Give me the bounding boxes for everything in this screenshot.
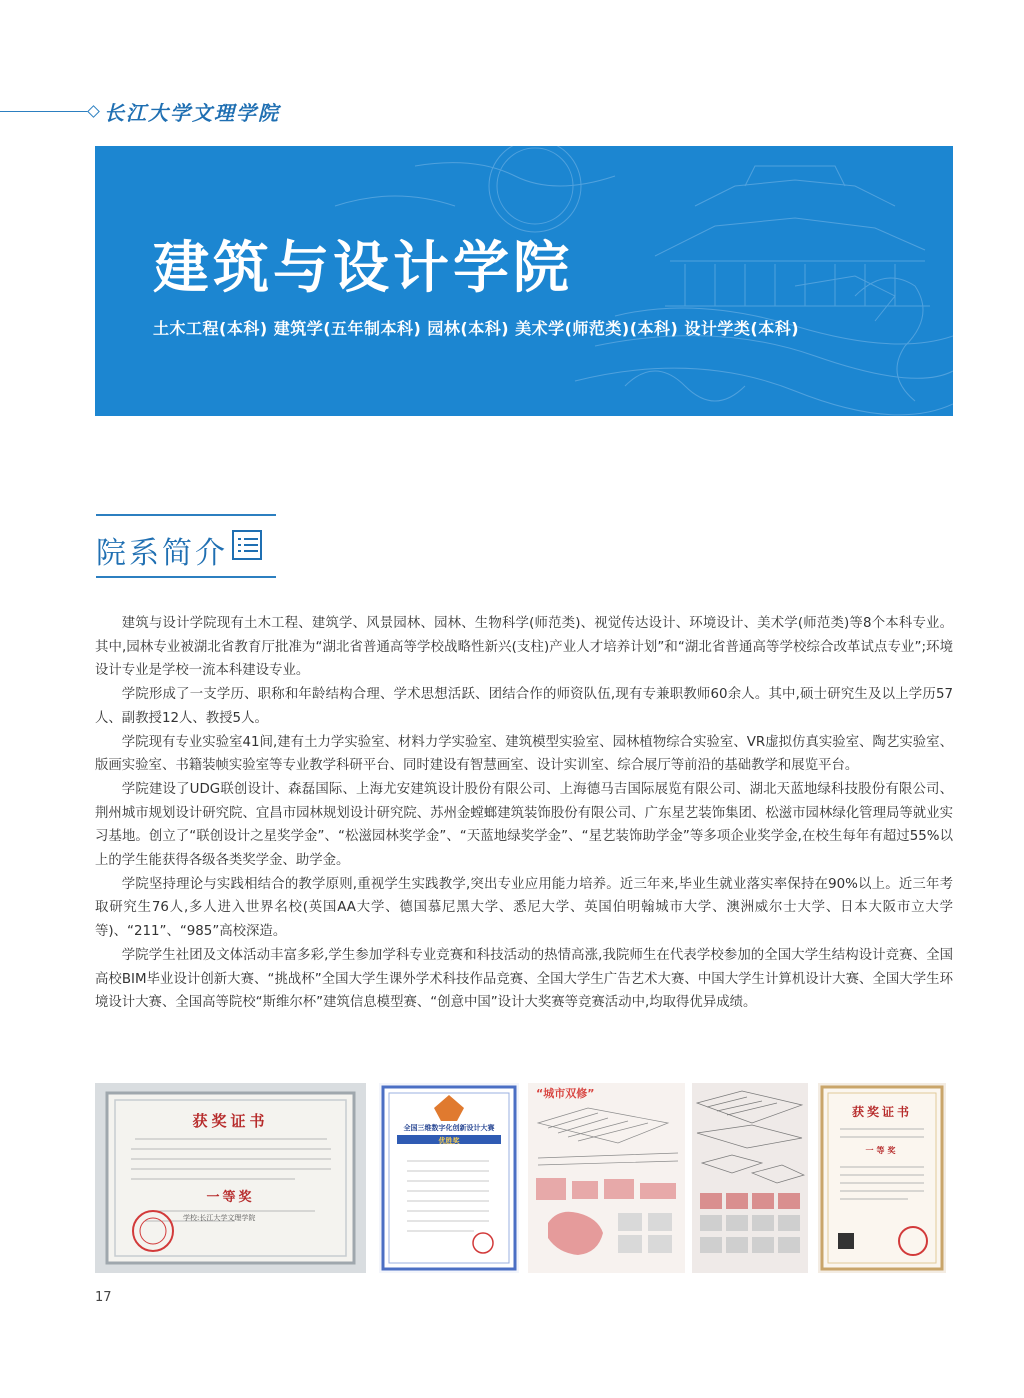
list-icon (232, 530, 262, 560)
certificate-title-2: 获奖证书 (851, 1105, 912, 1119)
paragraph: 学院形成了一支学历、职称和年龄结构合理、学术思想活跃、团结合作的师资队伍,现有专兼职教师60余人。其中,硕士研究生及以上学历57人、副教授12人、教授5人。 (95, 687, 953, 726)
contest-certificate-photo (379, 1083, 519, 1273)
brand-rule (0, 111, 90, 112)
certificate-title: 获奖证书 (192, 1112, 269, 1130)
award-certificate-photo-2 (818, 1083, 946, 1273)
design-analysis-photo (692, 1083, 808, 1273)
award-certificate-photo (95, 1083, 366, 1273)
contest-award: 优胜奖 (438, 1137, 460, 1145)
section-bottom-rule (96, 576, 276, 578)
paragraph: 学院建设了UDG联创设计、森磊国际、上海尤安建筑设计股份有限公司、上海德马吉国际展览有限公司、湖北天蓝地绿科技股份有限公司、荆州城市规划设计研究院、宜昌市园林规划设计研究院、苏州金螳螂建筑装饰股份有限公司、广东星艺装饰集团、松滋市园林绿化管理局等就业实习基地。创立了“联创设计之星奖学金”、“松滋园林奖学金”、“天蓝地绿奖学金”、“星艺装饰助学金”等多项企业奖学金,在校生每年有超过55%以上的学生能获得各级各类奖学金、助学金。 (95, 781, 953, 869)
certificate-award: 一等奖 (206, 1190, 255, 1205)
intro-text (95, 612, 953, 1015)
banner-title: 建筑与设计学院 (153, 235, 573, 301)
design-title: “城市双修” (536, 1087, 595, 1100)
brand-diamond-icon (87, 105, 100, 118)
college-banner (95, 146, 953, 416)
paragraph: 学院学生社团及文体活动丰富多彩,学生参加学科专业竞赛和科技活动的热情高涨,我院师生在代表学校参加的全国大学生结构设计竞赛、全国高校BIM毕业设计创新大赛、“挑战杯”全国大学生课外学术科技作品竞赛、全国大学生广告艺术大赛、中国大学生计算机设计大赛、全国大学生环境设计大赛、全国高等院校“斯维尔杯”建筑信息模型赛、“创意中国”设计大奖赛等竞赛活动中,均取得优异成绩。 (95, 947, 953, 1011)
brand-name: 长江大学文理学院 (104, 101, 280, 125)
section-top-rule (96, 514, 276, 516)
paragraph: 学院现有专业实验室41间,建有土力学实验室、材料力学实验室、建筑模型实验室、园林植物综合实验室、VR虚拟仿真实验室、陶艺实验室、版画实验室、书籍装帧实验室等专业教学科研平台、同时建设有智慧画室、设计实训室、综合展厅等前沿的基础教学和展览平台。 (95, 734, 953, 774)
certificate-school: 学校:长江大学文理学院 (183, 1214, 256, 1222)
certificate-award-2: 一等奖 (865, 1146, 899, 1155)
banner-majors: 土木工程(本科) 建筑学(五年制本科) 园林(本科) 美术学(师范类)(本科) 设计学类(本科) (153, 319, 800, 338)
section-title: 院系简介 (96, 536, 228, 571)
paragraph: 学院坚持理论与实践相结合的教学原则,重视学生实践教学,突出专业应用能力培养。近三年来,毕业生就业落实率保持在90%以上。近三年考取研究生76人,多人进入世界名校(英国AA大学、德国慕尼黑大学、悉尼大学、英国伯明翰城市大学、澳洲威尔士大学、日本大阪市立大学等)、“211”、“985”高校深造。 (95, 876, 953, 940)
contest-name: 全国三维数字化创新设计大赛 (403, 1124, 495, 1132)
page-number: 17 (95, 1290, 112, 1305)
design-board-photo (528, 1083, 685, 1273)
paragraph: 建筑与设计学院现有土木工程、建筑学、风景园林、园林、生物科学(师范类)、视觉传达设计、环境设计、美术学(师范类)等8个本科专业。其中,园林专业被湖北省教育厅批准为“湖北省普通高等学校战略性新兴(支柱)产业人才培养计划”和“湖北省普通高等学校综合改革试点专业”;环境设计专业是学校一流本科建设专业。 (95, 616, 953, 679)
